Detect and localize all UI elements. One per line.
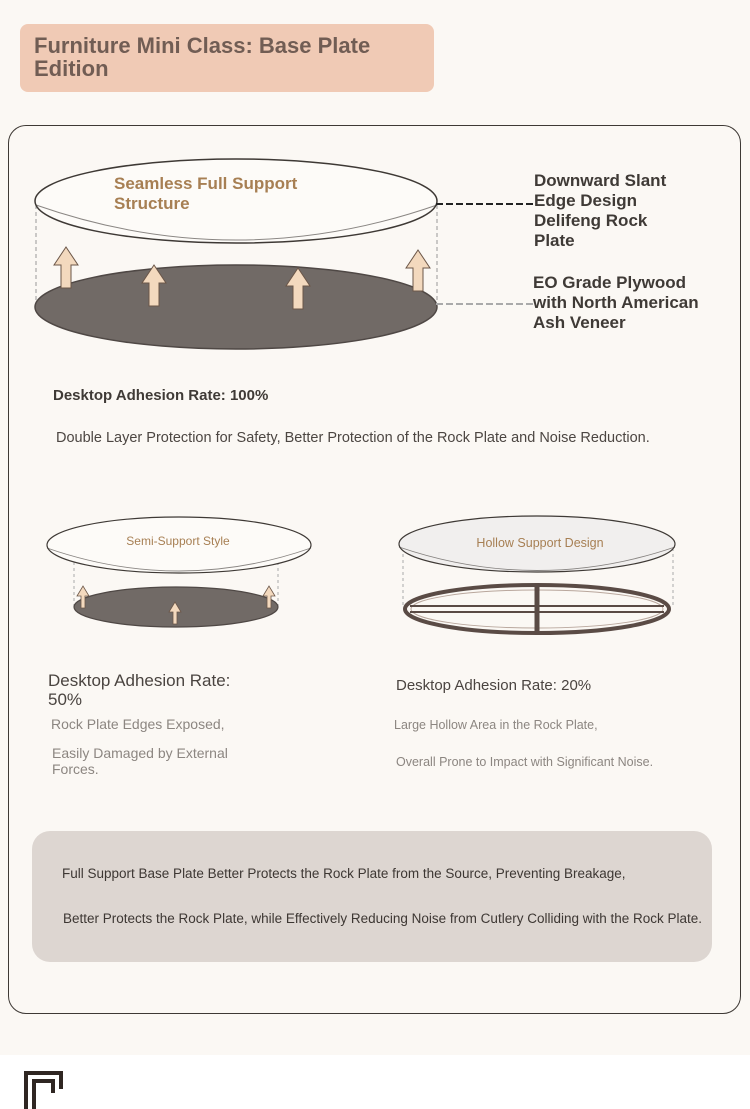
brand-logo-icon	[24, 1071, 64, 1109]
callout-leaders	[436, 195, 546, 310]
full-support-adhesion: Desktop Adhesion Rate: 100%	[53, 387, 269, 404]
page-title: Furniture Mini Class: Base Plate Edition	[34, 33, 371, 81]
support-arrow	[406, 250, 430, 291]
semi-support-line1: Rock Plate Edges Exposed,	[51, 716, 225, 732]
summary-line2: Better Protects the Rock Plate, while Effectively Reducing Noise from Cutlery Colliding with the Rock Plate.	[63, 911, 703, 926]
hollow-support-line1: Large Hollow Area in the Rock Plate,	[394, 718, 598, 732]
full-support-description: Double Layer Protection for Safety, Better Protection of the Rock Plate and Noise Reduction.	[56, 430, 650, 446]
hollow-support-adhesion: Desktop Adhesion Rate: 20%	[396, 677, 592, 694]
callout-rock-plate: Downward Slant Edge Design Delifeng Rock Plate	[534, 171, 667, 250]
summary-box	[32, 831, 712, 962]
hollow-support-diagram	[396, 510, 680, 640]
hollow-support-label: Hollow Support Design	[476, 536, 604, 550]
semi-support-label: Semi-Support Style	[126, 534, 230, 548]
full-support-label: Seamless Full Support Structure	[114, 174, 298, 213]
semi-support-line2: Easily Damaged by External Forces.	[52, 745, 228, 777]
callout-plywood: EO Grade Plywood with North American Ash Veneer	[533, 273, 699, 332]
hollow-support-line2: Overall Prone to Impact with Significant Noise.	[396, 755, 654, 769]
footer-strip	[0, 1055, 750, 1109]
summary-line1: Full Support Base Plate Better Protects the Rock Plate from the Source, Preventing Breakage,	[62, 866, 626, 881]
semi-support-adhesion: Desktop Adhesion Rate: 50%	[48, 671, 231, 709]
semi-support-diagram	[42, 512, 318, 636]
base-plate	[35, 265, 437, 349]
